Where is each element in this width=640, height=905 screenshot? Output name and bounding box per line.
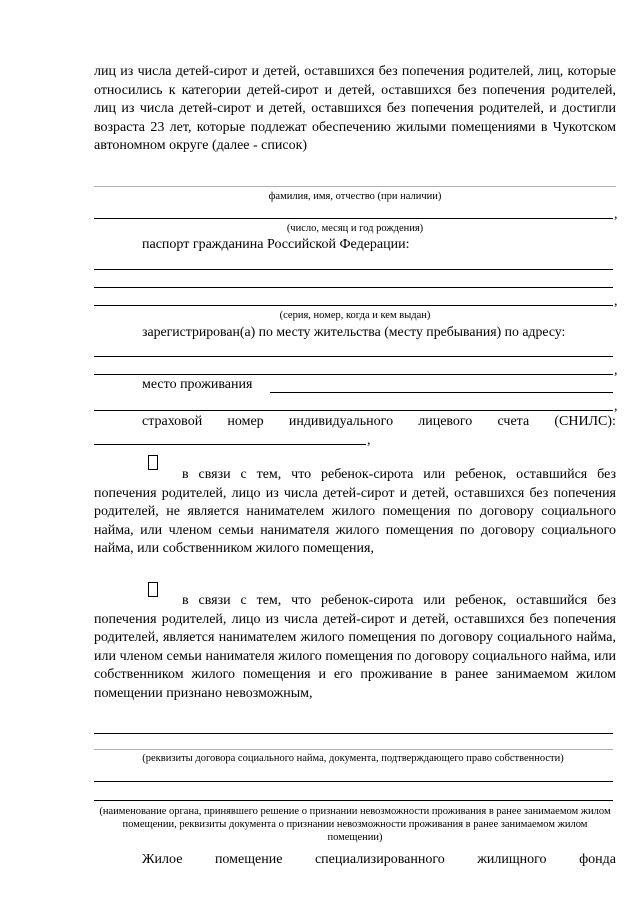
- passport-line-3[interactable]: [94, 305, 613, 306]
- residence-line-1[interactable]: [270, 392, 613, 393]
- registered-address-label: зарегистрирован(а) по месту жительства (месту пребывания) по адресу:: [142, 324, 566, 339]
- residence-comma: ,: [614, 399, 618, 414]
- snils-word: страховой: [142, 414, 203, 429]
- birth-date-caption: (число, месяц и год рождения): [286, 223, 424, 234]
- housing-word: помещение: [214, 852, 283, 867]
- snils-word: номер: [227, 414, 264, 429]
- contract-caption: (реквизиты договора социального найма, документа, подтверждающего право собственности): [142, 753, 564, 764]
- birth-date-comma: ,: [614, 207, 618, 222]
- birth-date-line[interactable]: [94, 218, 613, 219]
- housing-word: специализированного: [314, 852, 445, 867]
- snils-comma: ,: [367, 433, 371, 448]
- housing-word: фонда: [579, 852, 616, 867]
- snils-line[interactable]: [94, 444, 366, 445]
- snils-label: [142, 413, 616, 431]
- registered-address-comma: ,: [614, 363, 618, 378]
- option1-text: в связи с тем, что ребенок-сирота или ребенок, оставшийся без попечения родителей, лицо из числа детей-сирот и детей, оставшихся без попечения родителей, не является нанимателем жилого помещения по договору социального найма, или членом семьи нанимателя жилого помещения по договору социального найма, или собственником жилого помещения,: [94, 467, 616, 557]
- passport-line-1[interactable]: [94, 269, 613, 270]
- passport-comma: ,: [614, 294, 618, 309]
- passport-caption: (серия, номер, когда и кем выдан): [279, 310, 431, 321]
- snils-word: (СНИЛС):: [554, 414, 616, 429]
- snils-word: индивидуального: [288, 414, 394, 429]
- contract-line-1[interactable]: [94, 733, 613, 734]
- authority-line-2[interactable]: [94, 800, 613, 801]
- registered-address-line-2[interactable]: [94, 374, 613, 375]
- snils-word: счета: [497, 414, 530, 429]
- passport-line-2[interactable]: [94, 287, 613, 288]
- housing-sentence: [142, 851, 616, 869]
- snils-word: лицевого: [418, 414, 473, 429]
- fio-line[interactable]: [94, 186, 616, 187]
- passport-label: паспорт гражданина Российской Федерации:: [142, 237, 410, 252]
- residence-line-2[interactable]: [94, 410, 613, 411]
- registered-address-line-1[interactable]: [94, 356, 613, 357]
- contract-line-2[interactable]: [94, 749, 613, 750]
- residence-label: место проживания: [142, 377, 253, 392]
- housing-word: Жилое: [142, 852, 183, 867]
- intro-paragraph: лиц из числа детей-сирот и детей, оставшихся без попечения родителей, лиц, которые относились к категории детей-сирот и детей, оставшихся без попечения родителей, лиц из числа детей-сирот и детей, оставшихся без попечения родителей, и достигли возраста 23 лет, которые подлежат обеспечению жилыми помещениями в Чукотском автономном округе (далее - список): [94, 64, 616, 154]
- authority-line-1[interactable]: [94, 781, 613, 782]
- housing-word: жилищного: [477, 852, 547, 867]
- authority-caption: (наименование органа, принявшего решение о признании невозможности проживания в ранее занимаемом жилом помещении, реквизиты документа о признании невозможности проживания в ранее занимаемом жилом помещении): [99, 806, 611, 843]
- fio-caption: фамилия, имя, отчество (при наличии): [268, 191, 442, 202]
- option2-text: в связи с тем, что ребенок-сирота или ребенок, оставшийся без попечения родителей, лицо из числа детей-сирот и детей, оставшихся без попечения родителей, является нанимателем жилого помещения по договору социального найма, или членом семьи нанимателя жилого помещения по договору социального найма, или собственником жилого помещения и его проживание в ранее занимаемом жилом помещении признано невозможным,: [94, 593, 616, 701]
